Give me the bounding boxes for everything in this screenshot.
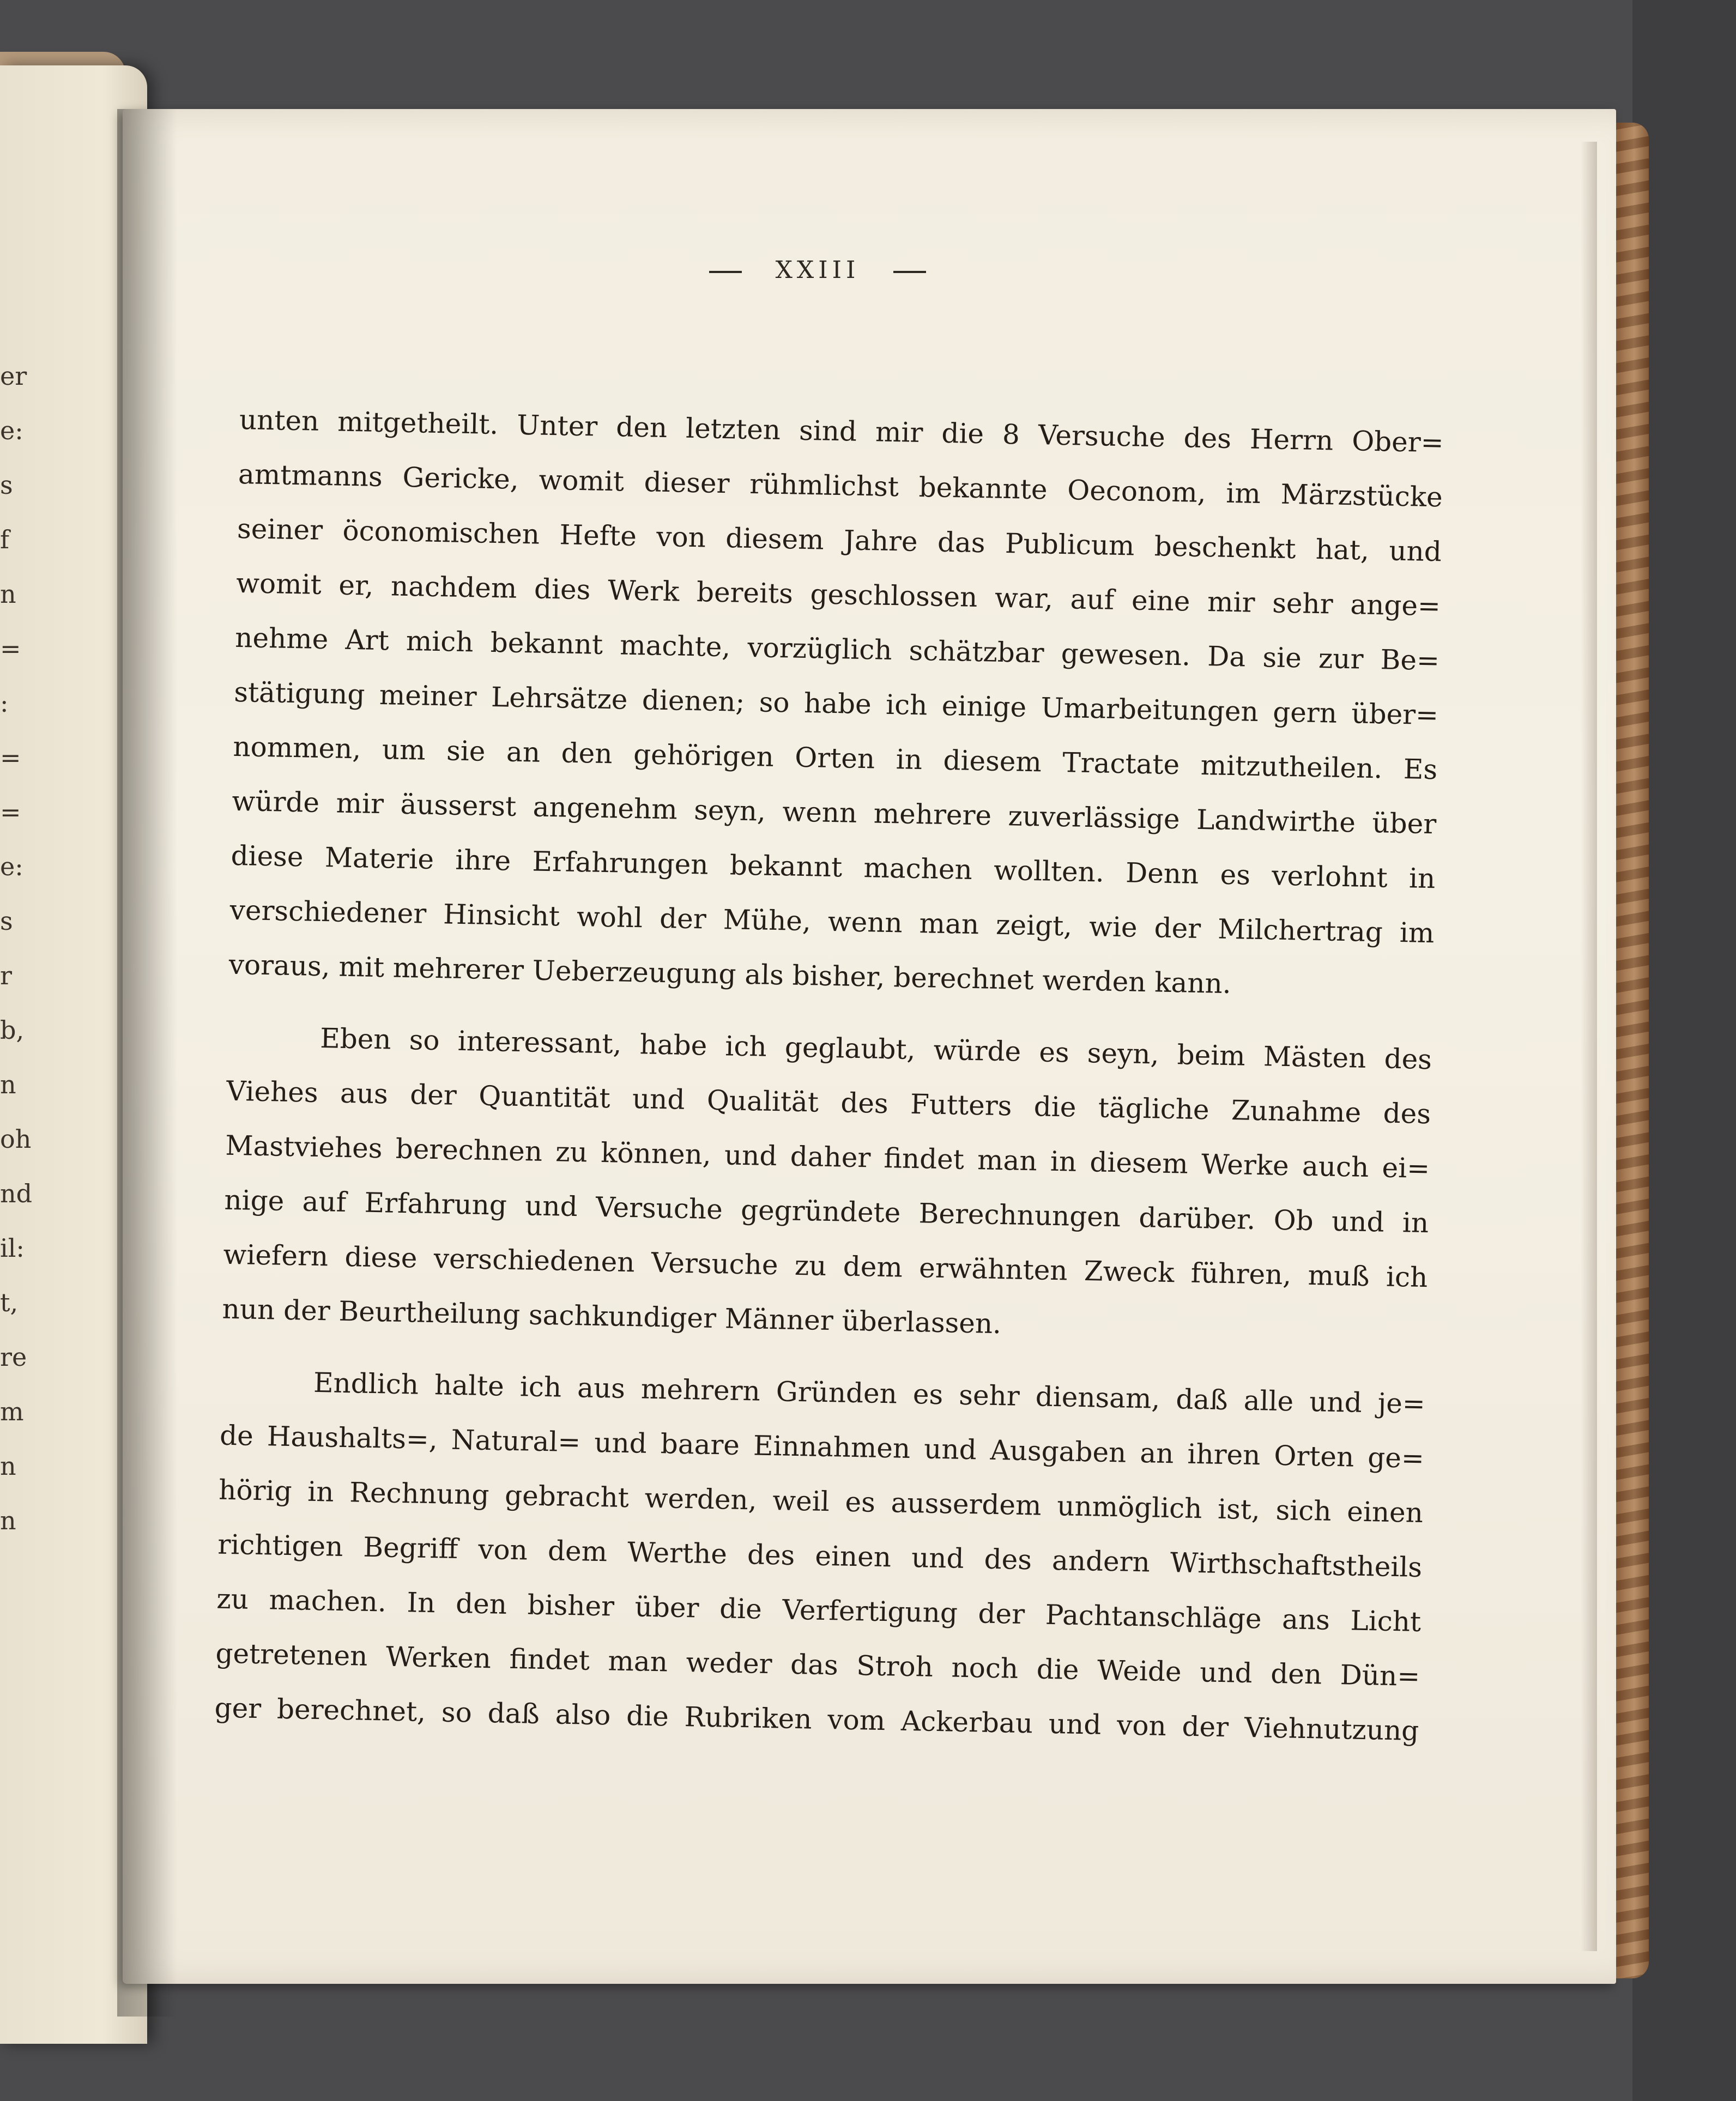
text-line: voraus, mit mehrerer Ueberzeugung als bisher, berechnet werden kann. — [228, 948, 1232, 1000]
left-fragment: n — [0, 579, 16, 609]
left-fragment: oh — [0, 1124, 32, 1154]
text-line: verschiedener Hinsicht wohl der Mühe, wenn man zeigt, wie der Milchertrag im — [229, 894, 1435, 949]
text-line: getretenen Werken findet man weder das Stroh noch die Weide und den Dün= — [215, 1637, 1420, 1692]
left-fragment: s — [0, 906, 13, 936]
left-fragment: b, — [0, 1015, 25, 1045]
left-fragment: re — [0, 1342, 27, 1372]
text-line: womit er, nachdem dies Werk bereits geschlossen war, auf eine mir sehr ange= — [235, 567, 1441, 622]
text-line: nommen, um sie an den gehörigen Orten in diesem Tractate mitzutheilen. Es — [232, 730, 1438, 786]
text-line: amtmanns Gericke, womit dieser rühmlichst bekannte Oeconom, im Märzstücke — [238, 458, 1443, 513]
left-fragment: = — [0, 634, 21, 663]
text-line: richtigen Begriff von dem Werthe des einen und des andern Wirthschaftstheils — [217, 1528, 1423, 1584]
body-text — [214, 392, 1444, 1758]
header-dash-right — [893, 271, 926, 273]
left-page-text-fragments — [0, 349, 33, 1548]
page-header — [600, 256, 1036, 284]
text-line: hörig in Rechnung gebracht werden, weil es ausserdem unmöglich ist, sich einen — [218, 1474, 1424, 1529]
left-fragment: t, — [0, 1288, 19, 1317]
text-line: Viehes aus der Quantität und Qualität des Futters die tägliche Zunahme des — [226, 1075, 1431, 1130]
paragraph — [222, 1009, 1432, 1359]
header-dash-left — [709, 271, 742, 273]
left-fragment: n — [0, 1506, 16, 1535]
left-fragment: il: — [0, 1233, 25, 1263]
left-fragment: : — [0, 688, 9, 718]
left-fragment: n — [0, 1451, 16, 1481]
left-fragment: er — [0, 361, 27, 391]
left-fragment: e: — [0, 416, 23, 445]
page-edge — [1581, 142, 1597, 1951]
text-line: Endlich halte ich aus mehrern Gründen es sehr diensam, daß alle und je= — [313, 1366, 1426, 1420]
page-number: XXIII — [775, 256, 860, 284]
left-fragment: n — [0, 1070, 16, 1099]
text-line: stätigung meiner Lehrsätze dienen; so habe ich einige Umarbeitungen gern über= — [233, 676, 1439, 731]
text-line: nehme Art mich bekannt machte, vorzüglich schätzbar gewesen. Da sie zur Be= — [234, 621, 1440, 677]
text-line: würde mir äusserst angenehm seyn, wenn mehrere zuverlässige Landwirthe über — [232, 785, 1437, 840]
text-line: seiner öconomischen Hefte von diesem Jahre das Publicum beschenkt hat, und — [237, 512, 1442, 568]
left-fragment: = — [0, 743, 21, 772]
text-line: wiefern diese verschiedenen Versuche zu dem erwähnten Zweck führen, muß ich — [223, 1238, 1428, 1294]
text-line: nige auf Erfahrung und Versuche gegründete Berechnungen darüber. Ob und in — [223, 1184, 1429, 1239]
text-line: de Haushalts=, Natural= und baare Einnahmen und Ausgaben an ihren Orten ge= — [219, 1419, 1425, 1475]
paragraph — [228, 392, 1444, 1015]
left-fragment: f — [0, 525, 10, 554]
paragraph — [214, 1354, 1426, 1758]
left-fragment: m — [0, 1397, 24, 1426]
left-fragment: r — [0, 961, 12, 990]
text-line: zu machen. In den bisher über die Verfertigung der Pachtanschläge ans Licht — [216, 1583, 1422, 1638]
left-fragment: nd — [0, 1179, 33, 1208]
text-line: diese Materie ihre Erfahrungen bekannt machen wollten. Denn es verlohnt in — [231, 839, 1436, 895]
text-line: Mastviehes berechnen zu können, und daher findet man in diesem Werke auch ei= — [225, 1129, 1430, 1185]
text-line: Eben so interessant, habe ich geglaubt, würde es seyn, beim Mästen des — [319, 1022, 1432, 1076]
gutter-shadow — [117, 109, 177, 2017]
left-fragment: = — [0, 797, 21, 827]
left-fragment: s — [0, 470, 13, 500]
text-line: ger berechnet, so daß also die Rubriken vom Ackerbau und von der Viehnutzung — [214, 1692, 1419, 1747]
text-line: unten mitgetheilt. Unter den letzten sind mir die 8 Versuche des Herrn Ober= — [239, 403, 1444, 459]
left-fragment: e: — [0, 852, 23, 881]
text-line: nun der Beurtheilung sachkundiger Männer überlassen. — [222, 1293, 1002, 1340]
